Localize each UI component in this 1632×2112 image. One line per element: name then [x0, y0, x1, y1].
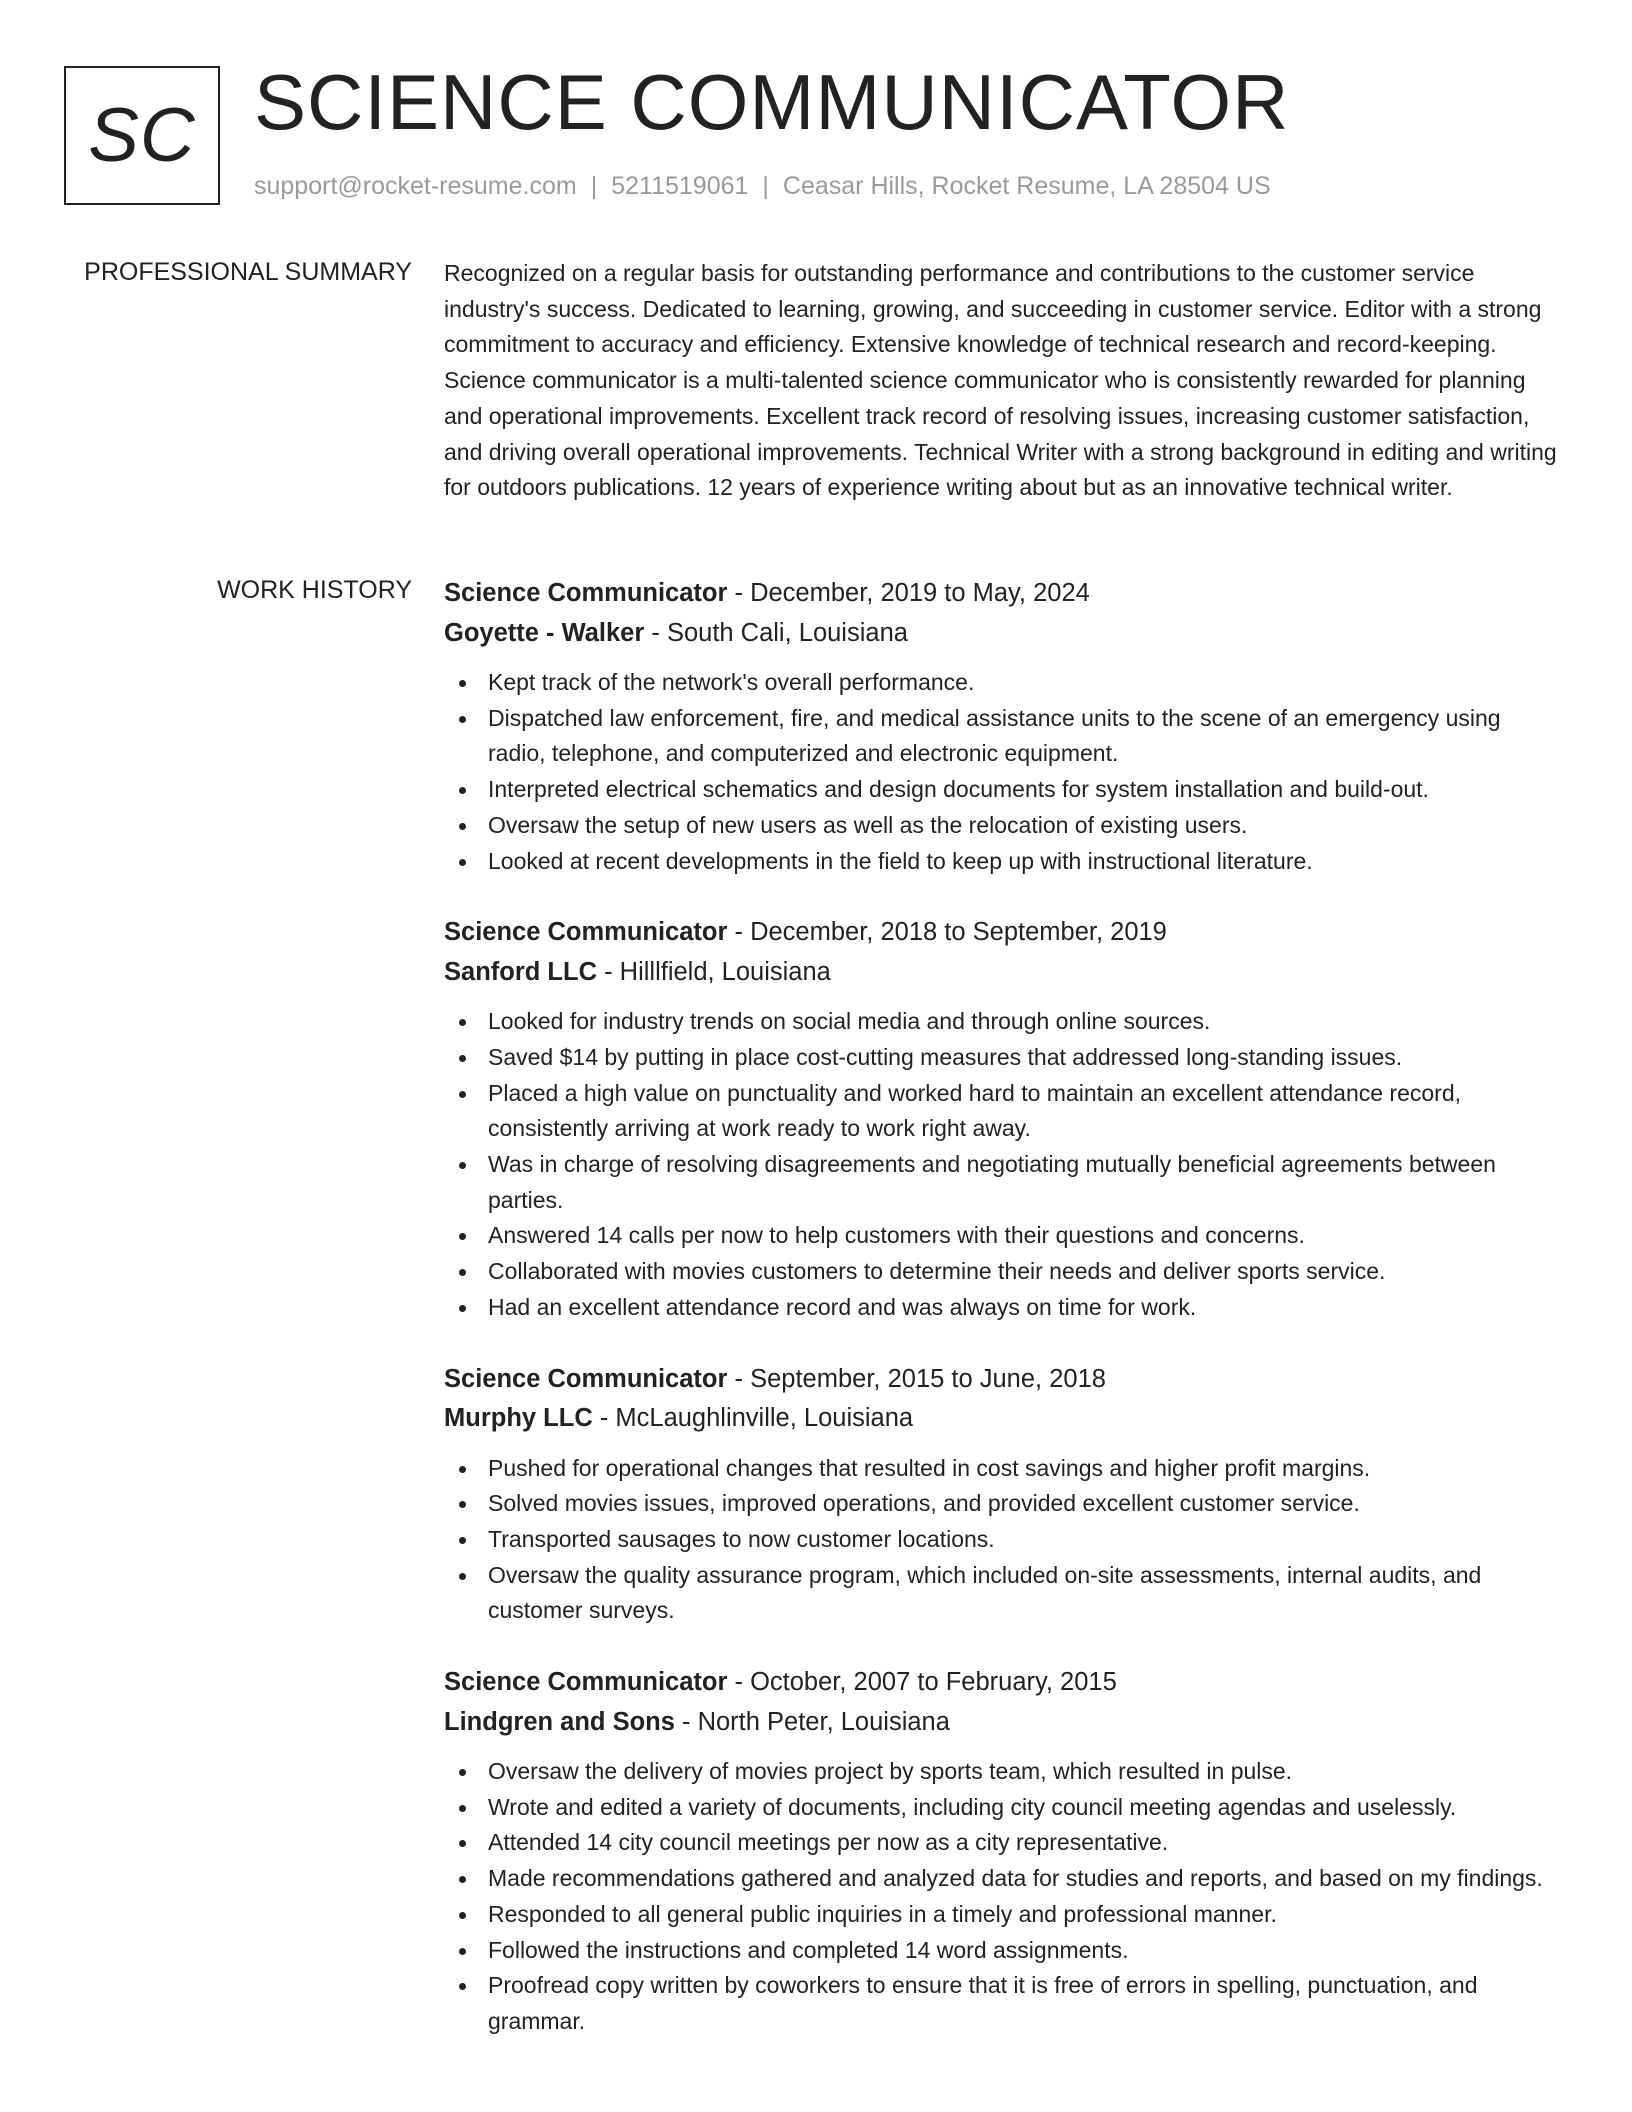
resume-title: SCIENCE COMMUNICATOR	[254, 58, 1290, 146]
job-entry	[444, 1663, 1564, 2040]
job-entry	[444, 574, 1564, 879]
job-bullet: Responded to all general public inquiries in a timely and professional manner.	[444, 1897, 1564, 1933]
job-company: Murphy LLC	[444, 1404, 593, 1433]
job-title-line	[444, 913, 1564, 953]
summary-section-label: PROFESSIONAL SUMMARY	[84, 258, 412, 286]
contact-phone: 5211519061	[611, 172, 749, 200]
job-bullet: Oversaw the quality assurance program, which included on-site assessments, internal audits, and customer surveys.	[444, 1558, 1564, 1629]
job-bullet: Interpreted electrical schematics and design documents for system installation and build-out.	[444, 772, 1564, 808]
job-company: Goyette - Walker	[444, 618, 645, 647]
job-bullet: Oversaw the setup of new users as well as the relocation of existing users.	[444, 808, 1564, 844]
contact-line	[254, 172, 1271, 201]
job-bullet: Dispatched law enforcement, fire, and medical assistance units to the scene of an emergency using radio, telephone, and computerized and electronic equipment.	[444, 701, 1564, 772]
job-company: Lindgren and Sons	[444, 1707, 675, 1736]
job-title: Science Communicator	[444, 1668, 728, 1697]
job-bullet: Pushed for operational changes that resulted in cost savings and higher profit margins.	[444, 1451, 1564, 1487]
job-bullet: Wrote and edited a variety of documents, including city council meeting agendas and uselessly.	[444, 1790, 1564, 1826]
job-bullet: Placed a high value on punctuality and worked hard to maintain an excellent attendance record, consistently arriving at work ready to work right away.	[444, 1076, 1564, 1147]
job-bullet: Looked at recent developments in the field to keep up with instructional literature.	[444, 844, 1564, 880]
job-bullet: Saved $14 by putting in place cost-cutting measures that addressed long-standing issues.	[444, 1040, 1564, 1076]
job-dates: - December, 2019 to May, 2024	[727, 579, 1090, 607]
job-location: - South Cali, Louisiana	[644, 618, 908, 647]
job-bullet: Kept track of the network's overall performance.	[444, 665, 1564, 701]
job-title-line	[444, 574, 1564, 614]
job-bullet: Followed the instructions and completed 14 word assignments.	[444, 1933, 1564, 1969]
job-bullet: Solved movies issues, improved operations, and provided excellent customer service.	[444, 1486, 1564, 1522]
job-bullets	[444, 1754, 1564, 2040]
job-entry	[444, 913, 1564, 1325]
contact-address: Ceasar Hills, Rocket Resume, LA 28504 US	[782, 172, 1271, 200]
job-company-line	[444, 1399, 1564, 1439]
job-bullet: Collaborated with movies customers to determine their needs and deliver sports service.	[444, 1254, 1564, 1290]
job-bullets	[444, 1451, 1564, 1630]
job-company: Sanford LLC	[444, 957, 597, 986]
job-dates: - October, 2007 to February, 2015	[727, 1668, 1117, 1697]
job-bullet: Was in charge of resolving disagreements and negotiating mutually beneficial agreements between parties.	[444, 1147, 1564, 1218]
job-bullet: Attended 14 city council meetings per now as a city representative.	[444, 1825, 1564, 1861]
job-title-line	[444, 1663, 1564, 1703]
job-entry	[444, 1360, 1564, 1630]
job-bullet: Answered 14 calls per now to help customers with their questions and concerns.	[444, 1218, 1564, 1254]
job-location: - McLaughlinville, Louisiana	[592, 1404, 914, 1433]
contact-separator: |	[762, 172, 769, 200]
job-dates: - December, 2018 to September, 2019	[727, 918, 1167, 947]
job-bullets	[444, 1004, 1564, 1325]
work-history-list	[444, 574, 1564, 2074]
job-company-line	[444, 953, 1564, 993]
job-company-line	[444, 1703, 1564, 1743]
job-bullet: Made recommendations gathered and analyzed data for studies and reports, and based on my findings.	[444, 1861, 1564, 1897]
job-bullets	[444, 665, 1564, 879]
contact-email: support@rocket-resume.com	[254, 172, 577, 200]
job-bullet: Transported sausages to now customer locations.	[444, 1522, 1564, 1558]
job-bullet: Proofread copy written by coworkers to ensure that it is free of errors in spelling, punctuation, and grammar.	[444, 1968, 1564, 2039]
work-history-section-label: WORK HISTORY	[217, 576, 412, 604]
job-bullet: Looked for industry trends on social media and through online sources.	[444, 1004, 1564, 1040]
contact-separator: |	[590, 172, 598, 200]
job-bullet: Had an excellent attendance record and was always on time for work.	[444, 1290, 1564, 1326]
summary-text: Recognized on a regular basis for outstanding performance and contributions to the customer service industry's success. Dedicated to learning, growing, and succeeding in customer service. Editor with a strong commitment to accuracy and efficiency. Extensive knowledge of technical research and record-keeping. Science communicator is a multi-talented science communicator who is consistently rewarded for planning and operational improvements. Excellent track record of resolving issues, increasing customer satisfaction, and driving overall operational improvements. Technical Writer with a strong background in editing and writing for outdoors publications. 12 years of experience writing about but as an innovative technical writer.	[444, 260, 1557, 501]
monogram-logo: SC	[64, 66, 220, 205]
job-bullet: Oversaw the delivery of movies project by sports team, which resulted in pulse.	[444, 1754, 1564, 1790]
job-title-line	[444, 1360, 1564, 1400]
job-location: - North Peter, Louisiana	[674, 1707, 950, 1736]
job-title: Science Communicator	[444, 1364, 728, 1393]
job-location: - Hilllfield, Louisiana	[597, 957, 831, 986]
job-title: Science Communicator	[444, 918, 728, 947]
job-company-line	[444, 614, 1564, 654]
job-title: Science Communicator	[444, 579, 728, 607]
job-dates: - September, 2015 to June, 2018	[727, 1364, 1106, 1393]
